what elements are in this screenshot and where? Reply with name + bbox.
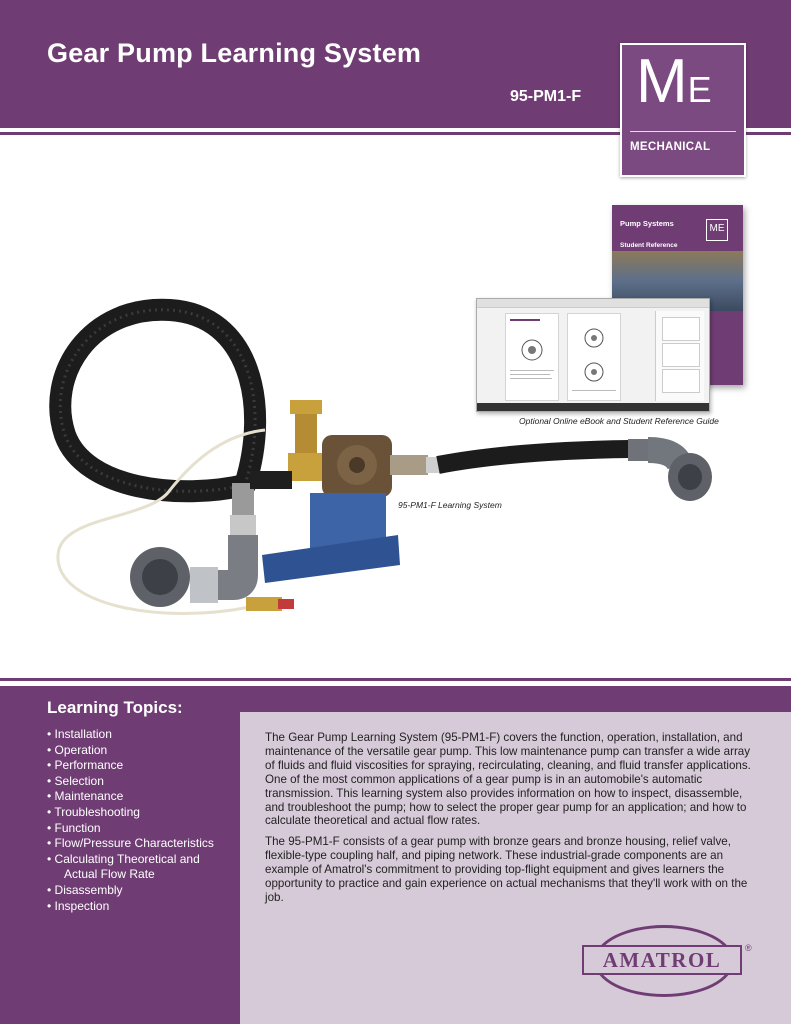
- description-band: [240, 686, 791, 712]
- topic-item: • Maintenance: [47, 789, 124, 804]
- book-subtitle: Student Reference: [620, 242, 678, 249]
- topic-item: • Selection: [47, 773, 104, 788]
- topic-item: • Disassembly: [47, 882, 123, 897]
- topic-item: • Flow/Pressure Characteristics: [47, 836, 214, 851]
- gear-pump-illustration: [40, 285, 730, 645]
- amatrol-logo: [582, 925, 752, 1001]
- book-title: Pump Systems: [620, 219, 674, 228]
- page-title: Gear Pump Learning System: [47, 38, 422, 68]
- topic-item: • Performance: [47, 758, 124, 773]
- learning-system-caption: 95-PM1-F Learning System: [398, 500, 502, 510]
- topic-item: • Installation: [47, 727, 112, 741]
- badge-letters: [636, 47, 712, 116]
- badge-letter-small: E: [687, 69, 712, 110]
- topics-list: [47, 727, 214, 914]
- ebook-caption: Optional Online eBook and Student Reference Guide: [519, 416, 719, 426]
- badge-rule: [630, 131, 736, 132]
- topic-item: • Calculating Theoretical and: [47, 851, 200, 866]
- book-badge: ME: [706, 219, 728, 241]
- topic-item: • Inspection: [47, 898, 110, 913]
- registered-mark: ®: [745, 943, 752, 953]
- description-paragraph-2: The 95-PM1-F consists of a gear pump with bronze gears and bronze housing, relief valve, flexible-type coupling half, and piping network. These industrial-grade components are an example of Amatrol's commitment to providing top-flight equipment and gives learners the opportunity to practice and gain experience on actual mechanisms that they'll work with on the job.: [265, 835, 748, 904]
- topic-item: • Operation: [47, 742, 108, 757]
- topics-heading: Learning Topics:: [47, 698, 183, 717]
- topic-item: • Function: [47, 820, 101, 835]
- mechanical-badge: [620, 43, 746, 177]
- topic-item-continuation: Actual Flow Rate: [64, 867, 155, 882]
- description-paragraph-1: The Gear Pump Learning System (95-PM1-F) covers the function, operation, installation, and maintenance of the versatile gear pump. This low maintenance pump can transfer a wide array of fluids and fluid viscosities for spraying, recirculating, cleaning, and fluid transfer applications. One of the most common applications of a gear pump is in an automobile's automatic transmission. This learning system also provides information on how to inspect, disassemble, and troubleshoot the pump; how to select the proper gear pump for an application; and how to calculate theoretical and actual flow rates.: [265, 731, 751, 828]
- model-code: 95-PM1-F: [510, 88, 582, 105]
- logo-text: AMATROL: [602, 948, 722, 972]
- topic-item: • Troubleshooting: [47, 804, 140, 819]
- section-divider: [0, 678, 791, 681]
- badge-label: MECHANICAL: [630, 141, 711, 153]
- badge-letter-main: M: [636, 47, 688, 116]
